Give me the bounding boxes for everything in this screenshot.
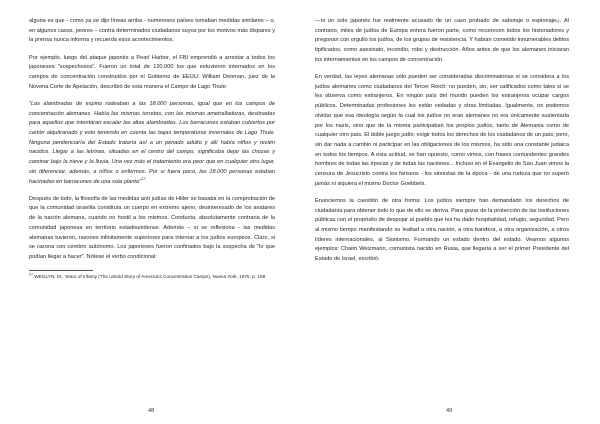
right-text-column bbox=[315, 17, 569, 272]
page-number: 49 bbox=[446, 408, 453, 414]
paragraph: —ni un solo japonés fue realmente acusado de un caso probado de sabotaje o espionaje¡¡. Al contrario, miles de judíos de Europa entera fueron parte, como reconocen todos los historiadores y pregonan con orgullo los judíos, de los grupos de resistencia. Y habían cometido innumerables delitos tipificados, como asesinato, incendio, robo y destrucción. Años antes de que los alemanes iniciaran los internamientos en los campos de concentración. bbox=[315, 18, 569, 63]
page-number: 48 bbox=[148, 408, 155, 414]
paragraph: En verdad, las leyes alemanas sólo pueden ser consideradas discriminatorias si se considera a los judíos alemanes como ciudadanos del Tercer Reich: no pueden, sin, ser calificados como tales si se les observa como extranjeros. En ningún país del mundo pueden los extranjeros ocupar cargos públicos. Determinadas profesiones les están vedadas y otras limitadas. Igualmente, no podemos olvidar que esa ideología según la cual los judíos no eran alemanes no era únicamente sustentada por los nazis, sino que de la misma participaban los propios judíos, tanto de Alemania como de cualquier otro país. El doble juego judío: exigir todos los derechos de los ciudadanos de un país; pero, sin dar nada a cambio ni participar en las obligaciones de los mismos, ha sido una constante judaica en todos los tiempos. A esta actitud, se han opuesto, como vimos, con frases contundentes grandes hombres de todas las épocas y de todas las naciones... Incluso en el Evangelio de San Juan vimos la censura de Jesucristo contra los fariseos - los sionistas de la época - de una rudeza que no superó jamás ni siquiera el mismo Doctor Goebbels. bbox=[315, 74, 569, 187]
footnote-marker: 27 bbox=[141, 175, 146, 181]
footnote bbox=[29, 273, 275, 280]
right-page bbox=[300, 0, 600, 424]
paragraph: alguna es que - como ya se dijo líneas arriba - numerosos países tomaban medidas similares – o, en algunos casos, peores – contra determinados ciudadanos suyos por los motivos más dispares y la prensa nunca informa y recuerda esos acontecimientos. bbox=[29, 18, 275, 44]
paragraph: Por ejemplo, luego del ataque japonés a Pearl Harbor, el FBI emprendió a arrestar a todos los japoneses "sospechosos". Fueron un total de 120.000 los que estuvieron internados en los campos de concentración construidos por el Gobierno de EEUU. William Denman, juez de la Novena Corte de Apelación, describió de esta manera el Campo de Lago Thule: bbox=[29, 54, 275, 90]
footnote-number: 27 bbox=[29, 272, 33, 277]
footnote-divider bbox=[29, 270, 93, 271]
block-quote bbox=[29, 100, 275, 187]
footnote-text: WEGLYN, M., Years of Infamy (The Untold Story of America's Concentration Camps), Nueva York, 1976, p. 158 bbox=[34, 274, 266, 280]
quote-text: "Las alambradas de espino rodeaban a las 18.000 personas, igual que en los campos de concentración alemanes. Había las mismas torretas, con las mismas ametralladoras, destinadas para aquellos que intentaran escalar las altas alambradas. Los barracones estaban cubiertos por cartón alquitranado y esto teniendo en cuenta las bajas temperaturas invernales de Lago Thule. Ninguna penitenciaría del Estado trataría así a un penado adulto y allí había niños y recién nacidos. Llegar a las letrinas, situadas en el centro del campo, significaba dejar las chozas y caminar bajo la nieve y la lluvia. Una vez más el tratamiento era peor que en cualquier otro lugar, sin diferenciar, además, a niños o enfermos. Por si fuera poco, las 18.000 personas estaban hacinadas en barracones de una sola planta" bbox=[29, 100, 275, 185]
paragraph: Después de todo, la filosofía de las medidas anti judías de Hitler se basaba en la comprobación de que la comunidad israelita constituía un cuerpo en extremo ajeno, desinteresado de los avatares de la nación alemana, cuando no hostil a los mismos. Conducta, absolutamente contraria de la comunidad japonesa en territorio estadounidense. Además – si se reflexiona - las medidas alemanas tuvieron, razones infinitamente superiores para internar a los judíos europeos. Claro, si se razona con cerebro autónomo. Los japoneses fueron confinados bajo la sospecha de "lo que podían llegar a hacer". Nótese el verbo condicional: bbox=[29, 195, 275, 260]
paragraph: Enunciemos la cuestión de otra forma: Los judíos siempre han demandado los derechos de ciudadanía para obtener todo lo que de ello se deriva. Para gozar de la protección de las instituciones públicas con el propósito de despojar al pueblo que les ha dado hospitalidad, refugio, seguridad. Pero al mismo tiempo manifestando su lealtad a otra nación, a otra bandera, a otra organización, a otros líderes internacionales, al Sionismo. Formando un estado dentro del estado. Veamos algunos ejemplos: Chaim Weizmann, comunista nacido en Rusia, que llegaría a ser el primer Presidente del Estado de Israel, escribió: bbox=[315, 197, 569, 263]
left-text-column bbox=[29, 17, 275, 280]
